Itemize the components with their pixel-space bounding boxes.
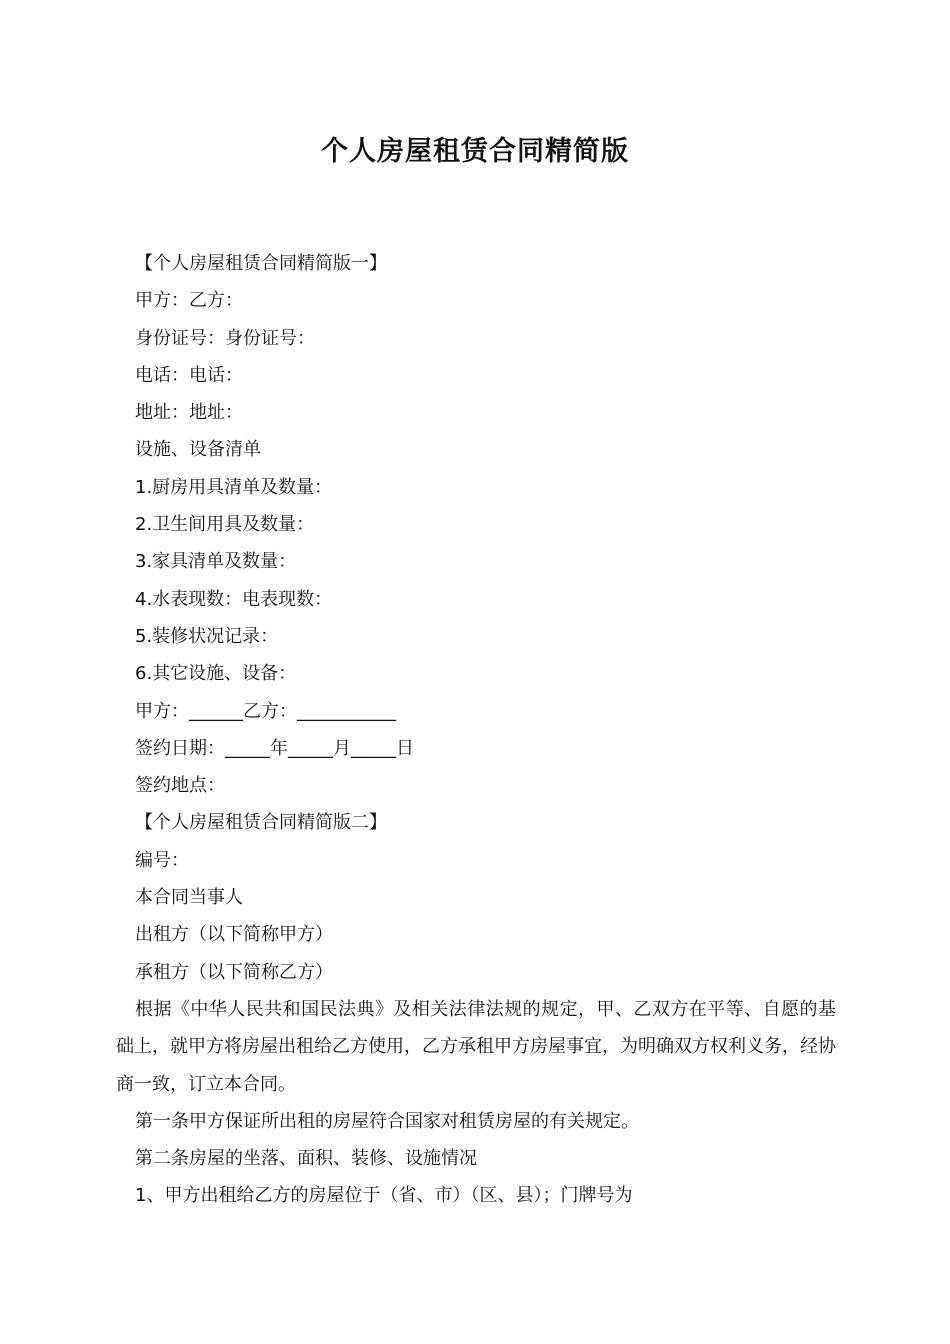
- document-body: [116, 245, 836, 1215]
- list-item-other: 6.其它设施、设备：: [135, 663, 297, 685]
- paragraph-address: 地址：地址：: [135, 402, 243, 424]
- paragraph-id-number: 身份证号：身份证号：: [135, 327, 315, 349]
- section-heading-2: 【个人房屋租赁合同精简版二】: [135, 812, 387, 834]
- signature-line: 甲方：______乙方：___________: [135, 700, 396, 722]
- paragraph-phone: 电话：电话：: [135, 364, 243, 386]
- list-item-furniture: 3.家具清单及数量：: [135, 551, 297, 573]
- signing-date: 签约日期：_____年_____月_____日: [135, 737, 414, 759]
- list-item-kitchen: 1.厨房用具清单及数量：: [135, 476, 333, 498]
- signing-place: 签约地点：: [135, 775, 225, 797]
- list-item-meters: 4.水表现数：电表现数：: [135, 588, 333, 610]
- article-1: 第一条甲方保证所出租的房屋符合国家对租赁房屋的有关规定。: [135, 1110, 639, 1132]
- paragraph-number: 编号：: [135, 849, 189, 871]
- document-title: 个人房屋租赁合同精简版: [321, 136, 629, 167]
- list-item-bathroom: 2.卫生间用具及数量：: [135, 514, 315, 536]
- paragraph-lessee: 承租方（以下简称乙方）: [135, 961, 333, 983]
- article-2: 第二条房屋的坐落、面积、装修、设施情况: [135, 1148, 477, 1170]
- paragraph-parties: 甲方：乙方：: [135, 290, 243, 312]
- list-item-decoration: 5.装修状况记录：: [135, 625, 279, 647]
- paragraph-parties-intro: 本合同当事人: [135, 887, 243, 909]
- article-2-item-1: 1、甲方出租给乙方的房屋位于（省、市）（区、县）；门牌号为: [135, 1185, 633, 1207]
- paragraph-facilities-list: 设施、设备清单: [135, 439, 261, 461]
- paragraph-lessor: 出租方（以下简称甲方）: [135, 924, 333, 946]
- paragraph-preamble: 根据《中华人民共和国民法典》及相关法律法规的规定，甲、乙双方在平等、自愿的基础上，就甲方将房屋出租给乙方使用，乙方承租甲方房屋事宜，为明确双方权利义务，经协商一致，订立本合同。: [116, 998, 836, 1095]
- section-heading-1: 【个人房屋租赁合同精简版一】: [135, 253, 387, 274]
